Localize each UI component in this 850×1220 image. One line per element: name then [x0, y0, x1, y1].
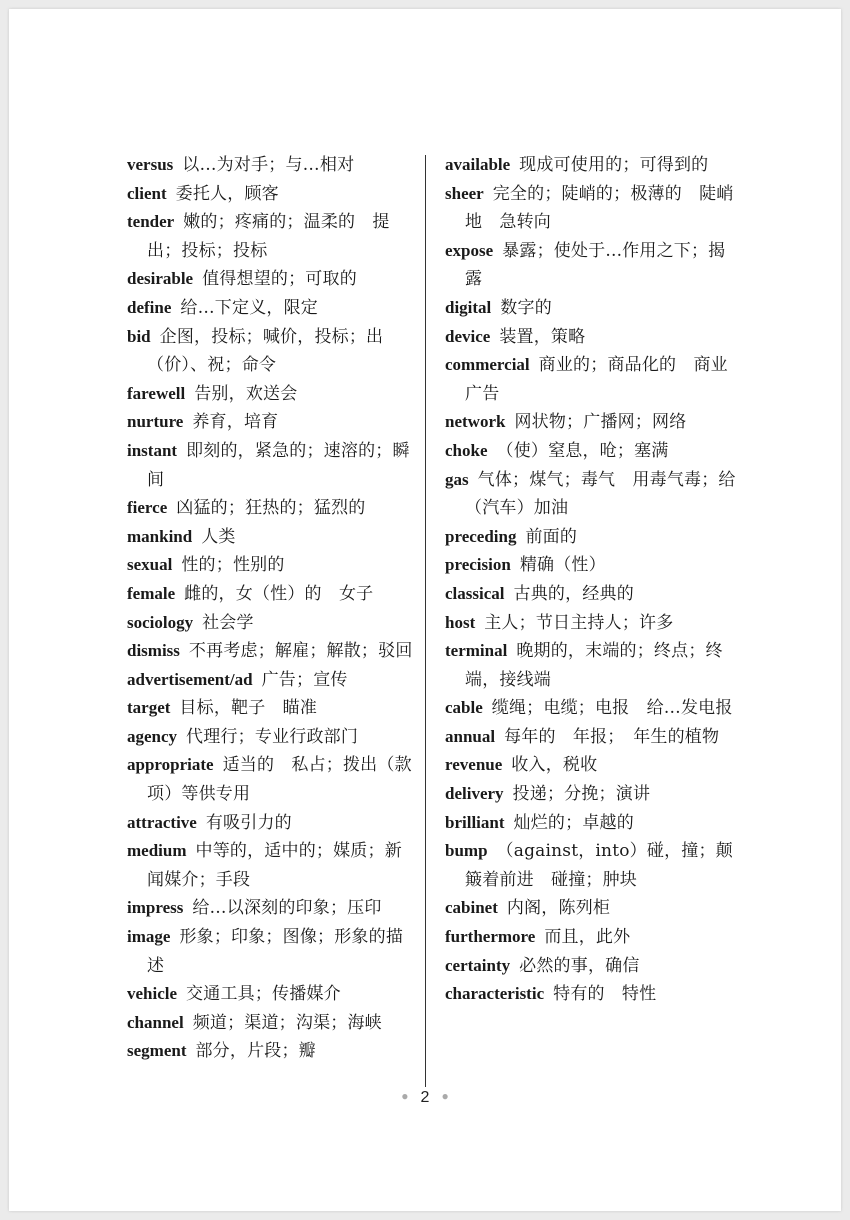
vocab-entry [445, 466, 737, 523]
vocab-word: classical [445, 583, 505, 603]
vocab-word: channel [127, 1012, 184, 1032]
vocab-word: female [127, 583, 176, 603]
vocab-entry [127, 637, 417, 666]
vocab-entry [127, 208, 417, 265]
vocab-entry [445, 237, 737, 294]
vocab-definition: 主人；节日主持人；许多 [484, 612, 674, 633]
vocab-word: annual [445, 726, 496, 746]
vocab-definition: 交通工具；传播媒介 [186, 984, 341, 1005]
vocab-word: revenue [445, 755, 503, 775]
vocab-definition: 性的；性别的 [181, 555, 285, 576]
vocab-definition: 代理行；专业行政部门 [186, 726, 359, 747]
vocab-word: gas [445, 469, 469, 489]
vocab-entry [445, 751, 737, 780]
vocab-word: mankind [127, 526, 193, 546]
vocab-entry [127, 609, 417, 638]
vocab-entry [445, 780, 737, 809]
vocab-entry [127, 694, 417, 723]
vocab-word: choke [445, 440, 488, 460]
vocab-entry [127, 265, 417, 294]
vocab-word: impress [127, 898, 184, 918]
vocab-definition: 现成可使用的；可得到的 [519, 155, 709, 175]
vocab-word: medium [127, 841, 187, 861]
vocab-definition: （against，into）碰，撞；颠簸着前进 碰撞；肿块 [465, 841, 733, 890]
vocab-entry [127, 437, 417, 494]
vocab-entry [127, 751, 417, 808]
vocab-entry [445, 180, 737, 237]
footer-dot-right: ● [441, 1089, 449, 1103]
vocab-word: nurture [127, 412, 184, 432]
vocab-entry [127, 923, 417, 980]
left-column [127, 151, 417, 1066]
vocab-definition: 晚期的，末端的；终点；终端，接线端 [465, 641, 723, 690]
vocab-definition: 目标，靶子 瞄准 [179, 698, 318, 719]
vocab-entry [127, 294, 417, 323]
vocab-definition: 频道；渠道；沟渠；海峡 [192, 1012, 382, 1033]
vocab-word: vehicle [127, 984, 178, 1004]
vocab-word: agency [127, 726, 178, 746]
vocab-definition: 前面的 [525, 526, 578, 547]
vocab-word: instant [127, 440, 178, 460]
vocab-definition: 精确（性） [519, 555, 606, 576]
vocab-entry [445, 980, 737, 1009]
vocab-definition: 有吸引力的 [205, 812, 292, 833]
vocab-definition: 古典的，经典的 [513, 583, 634, 604]
vocab-word: cabinet [445, 898, 498, 918]
vocab-word: bid [127, 326, 151, 346]
vocab-word: image [127, 927, 171, 947]
vocab-entry [445, 694, 737, 723]
vocab-word: tender [127, 212, 175, 232]
vocab-word: certainty [445, 955, 511, 975]
vocab-entry [127, 980, 417, 1009]
page-footer [9, 1089, 841, 1107]
vocab-definition: 即刻的，紧急的；速溶的；瞬间 [147, 440, 410, 490]
column-divider [425, 155, 426, 1087]
vocab-word: terminal [445, 641, 508, 661]
vocab-definition: 给…下定义，限定 [180, 297, 318, 318]
vocab-definition: 数字的 [500, 297, 552, 318]
vocab-definition: 缆绳；电缆；电报 给…发电报 [491, 698, 733, 719]
vocab-entry [445, 637, 737, 694]
vocab-definition: 装置，策略 [499, 326, 586, 347]
vocab-entry [127, 180, 417, 209]
vocab-word: define [127, 297, 172, 317]
vocab-definition: 必然的事，确信 [519, 955, 640, 976]
vocab-word: network [445, 412, 506, 432]
vocab-entry [445, 894, 737, 923]
vocab-entry [127, 723, 417, 752]
vocab-entry [127, 809, 417, 838]
vocab-definition: 给…以深刻的印象；压印 [192, 898, 382, 919]
vocab-entry [127, 151, 417, 180]
vocab-entry [445, 809, 737, 838]
vocab-word: desirable [127, 269, 194, 289]
vocab-entry [127, 666, 417, 695]
vocab-definition: 内阁，陈列柜 [506, 898, 611, 919]
vocab-entry [127, 580, 417, 609]
vocab-definition: 凶猛的；狂热的；猛烈的 [176, 498, 366, 519]
vocab-word: cable [445, 698, 483, 718]
vocab-definition: 委托人，顾客 [175, 183, 279, 204]
vocab-entry [127, 837, 417, 894]
vocab-word: farewell [127, 383, 186, 403]
vocab-entry [445, 952, 737, 981]
vocab-definition: 雌的，女（性）的 女子 [184, 583, 374, 604]
vocab-word: versus [127, 155, 174, 174]
vocab-word: digital [445, 297, 492, 317]
vocab-word: dismiss [127, 641, 180, 661]
vocab-word: device [445, 326, 491, 346]
vocab-definition: 广告；宣传 [261, 669, 348, 690]
vocab-entry [445, 723, 737, 752]
vocab-definition: 灿烂的；卓越的 [513, 812, 634, 833]
vocab-word: sheer [445, 183, 484, 203]
vocab-entry [127, 408, 417, 437]
vocab-word: brilliant [445, 812, 505, 832]
vocab-definition: 商业的；商品化的 商业广告 [465, 355, 728, 404]
vocab-definition: 值得想望的；可取的 [202, 269, 357, 290]
vocab-definition: 适当的 私占；拨出（款项）等供专用 [147, 755, 412, 805]
vocab-entry [445, 580, 737, 609]
page-number: 2 [420, 1089, 430, 1106]
vocab-definition: 收入，税收 [511, 755, 598, 776]
vocab-entry [445, 351, 737, 408]
vocab-word: segment [127, 1041, 187, 1061]
vocab-word: commercial [445, 355, 530, 375]
vocab-word: precision [445, 555, 511, 575]
vocab-word: fierce [127, 498, 168, 518]
vocab-entry [445, 408, 737, 437]
vocab-definition: 养育，培育 [192, 412, 279, 433]
vocab-definition: （使）窒息，呛；塞满 [496, 440, 669, 461]
vocab-definition: 人类 [201, 526, 236, 547]
vocab-definition: 不再考虑；解雇；解散；驳回 [188, 641, 413, 662]
vocab-entry [445, 437, 737, 466]
vocab-word: target [127, 698, 171, 718]
vocab-entry [445, 294, 737, 323]
vocab-entry [127, 551, 417, 580]
vocab-definition: 嫩的；疼痛的；温柔的 提出；投标；投标 [147, 212, 390, 261]
vocab-entry [127, 494, 417, 523]
vocab-entry [445, 551, 737, 580]
vocab-entry [445, 151, 737, 180]
vocab-word: sociology [127, 612, 194, 632]
vocab-definition: 而且，此外 [544, 927, 631, 948]
vocab-definition: 完全的；陡峭的；极薄的 陡峭地 急转向 [465, 183, 734, 233]
vocab-definition: 气体；煤气；毒气 用毒气毒；给（汽车）加油 [465, 469, 736, 519]
vocab-word: advertisement/ad [127, 669, 253, 689]
vocab-entry [127, 1009, 417, 1038]
vocab-word: appropriate [127, 755, 214, 775]
vocab-word: characteristic [445, 984, 545, 1004]
vocab-definition: 中等的，适中的；媒质；新闻媒介；手段 [147, 841, 402, 890]
vocab-entry [127, 523, 417, 552]
vocab-definition: 企图，投标；喊价，投标；出（价）、祝；命令 [147, 326, 384, 376]
vocab-word: available [445, 155, 511, 174]
vocab-word: host [445, 612, 476, 632]
vocab-word: client [127, 183, 167, 203]
vocab-definition: 形象；印象；图像；形象的描述 [147, 927, 404, 976]
vocab-entry [445, 609, 737, 638]
document-page [9, 9, 841, 1211]
vocab-entry [445, 523, 737, 552]
vocab-definition: 告别，欢送会 [194, 383, 298, 404]
vocab-word: attractive [127, 812, 197, 832]
vocab-entry [127, 323, 417, 380]
vocab-word: sexual [127, 555, 173, 575]
vocab-word: expose [445, 240, 494, 260]
vocab-entry [127, 380, 417, 409]
vocab-definition: 暴露；使处于...作用之下；揭露 [465, 240, 726, 290]
vocab-definition: 投递；分挽；演讲 [512, 784, 651, 805]
vocab-word: bump [445, 841, 488, 861]
vocab-entry [445, 923, 737, 952]
vocab-entry [127, 894, 417, 923]
vocab-definition: 社会学 [202, 612, 254, 633]
vocab-definition: 每年的 年报； 年生的植物 [504, 726, 720, 747]
vocab-entry [127, 1037, 417, 1066]
vocab-word: delivery [445, 784, 504, 804]
right-column [445, 151, 737, 1009]
vocab-word: furthermore [445, 927, 536, 947]
vocab-definition: 特有的 特性 [553, 984, 657, 1005]
vocab-definition: 以…为对手；与…相对 [182, 155, 355, 175]
vocab-definition: 网状物；广播网；网络 [514, 412, 687, 433]
vocab-entry [445, 323, 737, 352]
vocab-definition: 部分，片段；瓣 [195, 1041, 316, 1062]
vocab-word: preceding [445, 526, 517, 546]
vocab-entry [445, 837, 737, 894]
footer-dot-left: ● [401, 1089, 409, 1103]
